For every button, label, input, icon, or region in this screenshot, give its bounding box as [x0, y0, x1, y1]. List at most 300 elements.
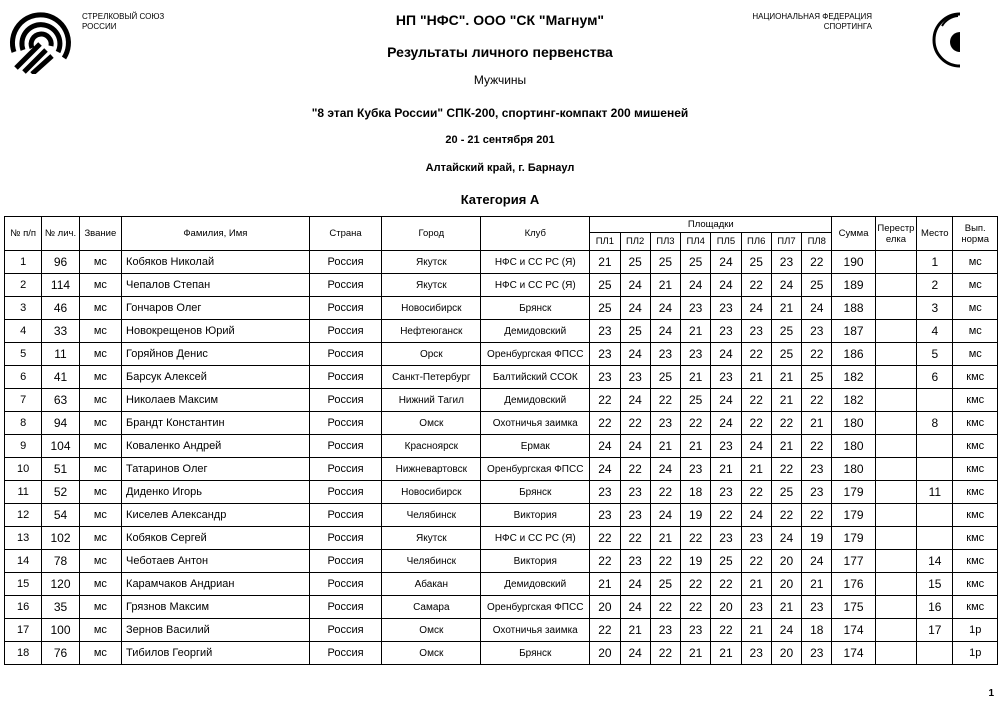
cell-score-pl1: 23	[590, 481, 620, 504]
cell-score-pl7: 22	[771, 458, 801, 481]
cell-name: Барсук Алексей	[122, 366, 310, 389]
header-platform-6: ПЛ6	[741, 233, 771, 251]
cell-score-pl1: 23	[590, 343, 620, 366]
cell-score-pl8: 22	[802, 435, 832, 458]
cell-sum: 187	[832, 320, 875, 343]
cell-city: Санкт-Петербург	[382, 366, 481, 389]
cell-score-pl7: 22	[771, 412, 801, 435]
cell-club: Демидовский	[481, 389, 590, 412]
cell-shootoff	[875, 412, 916, 435]
cell-score-pl8: 18	[802, 619, 832, 642]
cell-score-pl6: 23	[741, 320, 771, 343]
cell-score-pl6: 24	[741, 297, 771, 320]
cell-num: 3	[5, 297, 42, 320]
org-left-line-2: РОССИИ	[82, 22, 117, 31]
cell-rank: мс	[79, 412, 121, 435]
cell-score-pl4: 21	[681, 320, 711, 343]
cell-norm: кмс	[953, 504, 998, 527]
cell-shootoff	[875, 297, 916, 320]
header-platform-5: ПЛ5	[711, 233, 741, 251]
cell-country: Россия	[309, 412, 382, 435]
cell-club: Брянск	[481, 297, 590, 320]
cell-score-pl5: 23	[711, 435, 741, 458]
cell-score-pl5: 21	[711, 642, 741, 665]
header-shootoff: Перестрелка	[875, 217, 916, 251]
page-number: 1	[988, 688, 994, 699]
cell-norm: кмс	[953, 481, 998, 504]
cell-rank: мс	[79, 435, 121, 458]
cell-score-pl8: 22	[802, 389, 832, 412]
cell-score-pl2: 24	[620, 596, 650, 619]
cell-score-pl7: 21	[771, 435, 801, 458]
cell-score-pl6: 22	[741, 550, 771, 573]
cell-score-pl2: 24	[620, 274, 650, 297]
org-left-line-1: СТРЕЛКОВЫЙ СОЮЗ	[82, 12, 165, 21]
cell-score-pl8: 24	[802, 550, 832, 573]
cell-city: Красноярск	[382, 435, 481, 458]
cell-score-pl5: 24	[711, 412, 741, 435]
cell-score-pl5: 21	[711, 458, 741, 481]
table-row	[5, 550, 998, 573]
table-row	[5, 527, 998, 550]
cell-score-pl4: 22	[681, 412, 711, 435]
cell-name: Брандт Константин	[122, 412, 310, 435]
cell-place: 16	[917, 596, 953, 619]
cell-shootoff	[875, 274, 916, 297]
cell-rank: мс	[79, 596, 121, 619]
cell-shootoff	[875, 642, 916, 665]
cell-score-pl4: 23	[681, 458, 711, 481]
cell-place: 4	[917, 320, 953, 343]
cell-score-pl6: 25	[741, 251, 771, 274]
table-row	[5, 481, 998, 504]
cell-norm: кмс	[953, 412, 998, 435]
header-lic: № лич.	[42, 217, 79, 251]
header-place: Место	[917, 217, 953, 251]
table-row	[5, 619, 998, 642]
cell-sum: 180	[832, 412, 875, 435]
cell-score-pl4: 24	[681, 274, 711, 297]
header-sum: Сумма	[832, 217, 875, 251]
event-dates: 20 - 21 сентября 201	[445, 134, 555, 146]
cell-lic: 54	[42, 504, 79, 527]
cell-city: Омск	[382, 619, 481, 642]
cell-score-pl8: 23	[802, 596, 832, 619]
cell-club: Брянск	[481, 481, 590, 504]
cell-norm: кмс	[953, 458, 998, 481]
cell-shootoff	[875, 596, 916, 619]
cell-score-pl8: 23	[802, 481, 832, 504]
cell-score-pl2: 23	[620, 366, 650, 389]
header-platform-1: ПЛ1	[590, 233, 620, 251]
cell-num: 16	[5, 596, 42, 619]
cell-score-pl5: 24	[711, 343, 741, 366]
cell-norm: кмс	[953, 596, 998, 619]
cell-num: 13	[5, 527, 42, 550]
cell-city: Якутск	[382, 527, 481, 550]
table-row	[5, 412, 998, 435]
cell-score-pl7: 21	[771, 297, 801, 320]
cell-country: Россия	[309, 297, 382, 320]
cell-name: Чеботаев Антон	[122, 550, 310, 573]
cell-score-pl6: 22	[741, 274, 771, 297]
cell-num: 5	[5, 343, 42, 366]
cell-score-pl3: 24	[650, 458, 680, 481]
cell-lic: 114	[42, 274, 79, 297]
cell-place: 8	[917, 412, 953, 435]
cell-lic: 78	[42, 550, 79, 573]
cell-club: Брянск	[481, 642, 590, 665]
cell-score-pl8: 21	[802, 412, 832, 435]
cell-num: 8	[5, 412, 42, 435]
cell-sum: 176	[832, 573, 875, 596]
cell-place: 6	[917, 366, 953, 389]
cell-score-pl1: 22	[590, 389, 620, 412]
cell-lic: 11	[42, 343, 79, 366]
table-row	[5, 274, 998, 297]
cell-score-pl4: 22	[681, 527, 711, 550]
cell-score-pl2: 23	[620, 550, 650, 573]
cell-lic: 94	[42, 412, 79, 435]
cell-score-pl8: 22	[802, 251, 832, 274]
cell-score-pl3: 24	[650, 297, 680, 320]
cell-score-pl3: 23	[650, 343, 680, 366]
cell-score-pl4: 19	[681, 504, 711, 527]
cell-num: 2	[5, 274, 42, 297]
cell-score-pl4: 25	[681, 389, 711, 412]
cell-name: Тибилов Георгий	[122, 642, 310, 665]
cell-club: Виктория	[481, 550, 590, 573]
cell-country: Россия	[309, 320, 382, 343]
cell-place: 3	[917, 297, 953, 320]
cell-place	[917, 504, 953, 527]
cell-club: Демидовский	[481, 320, 590, 343]
cell-score-pl7: 20	[771, 573, 801, 596]
cell-score-pl5: 24	[711, 274, 741, 297]
cell-country: Россия	[309, 274, 382, 297]
cell-place: 11	[917, 481, 953, 504]
cell-score-pl2: 25	[620, 320, 650, 343]
cell-norm: кмс	[953, 527, 998, 550]
cell-shootoff	[875, 458, 916, 481]
cell-place: 5	[917, 343, 953, 366]
header-norm: Вып. норма	[953, 217, 998, 251]
cell-club: Оренбургская ФПСС	[481, 343, 590, 366]
cell-sum: 189	[832, 274, 875, 297]
cell-club: Оренбургская ФПСС	[481, 458, 590, 481]
cell-num: 18	[5, 642, 42, 665]
cell-num: 6	[5, 366, 42, 389]
cell-name: Кобяков Николай	[122, 251, 310, 274]
cell-place: 15	[917, 573, 953, 596]
cell-club: Охотничья заимка	[481, 619, 590, 642]
cell-score-pl1: 24	[590, 435, 620, 458]
cell-rank: мс	[79, 343, 121, 366]
organizer-title: НП "НФС". ООО "СК "Магнум"	[395, 12, 605, 28]
cell-score-pl5: 24	[711, 389, 741, 412]
header-club: Клуб	[481, 217, 590, 251]
cell-num: 11	[5, 481, 42, 504]
cell-score-pl1: 22	[590, 412, 620, 435]
cell-score-pl6: 23	[741, 527, 771, 550]
cell-place: 14	[917, 550, 953, 573]
cell-score-pl1: 24	[590, 458, 620, 481]
cell-name: Зернов Василий	[122, 619, 310, 642]
cell-lic: 96	[42, 251, 79, 274]
table-row	[5, 504, 998, 527]
cell-club: НФС и СС РС (Я)	[481, 251, 590, 274]
cell-norm: 1р	[953, 642, 998, 665]
cell-city: Самара	[382, 596, 481, 619]
table-row	[5, 458, 998, 481]
table-row	[5, 343, 998, 366]
cell-score-pl1: 25	[590, 274, 620, 297]
cell-sum: 182	[832, 389, 875, 412]
cell-country: Россия	[309, 596, 382, 619]
cell-place	[917, 642, 953, 665]
cell-sum: 180	[832, 458, 875, 481]
cell-city: Новосибирск	[382, 481, 481, 504]
cell-score-pl4: 21	[681, 435, 711, 458]
org-right-line-1: НАЦИОНАЛЬНАЯ ФЕДЕРАЦИЯ	[752, 12, 872, 21]
cell-country: Россия	[309, 573, 382, 596]
cell-name: Кобяков Сергей	[122, 527, 310, 550]
header-rank: Звание	[79, 217, 121, 251]
cell-num: 14	[5, 550, 42, 573]
cell-score-pl1: 20	[590, 642, 620, 665]
cell-score-pl4: 23	[681, 343, 711, 366]
cell-score-pl8: 21	[802, 573, 832, 596]
cell-lic: 35	[42, 596, 79, 619]
cell-rank: мс	[79, 389, 121, 412]
cell-rank: мс	[79, 251, 121, 274]
cell-lic: 52	[42, 481, 79, 504]
cell-num: 10	[5, 458, 42, 481]
cell-score-pl1: 23	[590, 320, 620, 343]
cell-score-pl4: 21	[681, 366, 711, 389]
header-country: Страна	[309, 217, 382, 251]
cell-rank: мс	[79, 642, 121, 665]
cell-shootoff	[875, 504, 916, 527]
table-row	[5, 389, 998, 412]
cell-place: 2	[917, 274, 953, 297]
cell-score-pl5: 20	[711, 596, 741, 619]
cell-score-pl6: 21	[741, 366, 771, 389]
cell-rank: мс	[79, 366, 121, 389]
cell-score-pl7: 21	[771, 389, 801, 412]
cell-score-pl4: 18	[681, 481, 711, 504]
cell-shootoff	[875, 320, 916, 343]
cell-name: Киселев Александр	[122, 504, 310, 527]
cell-num: 12	[5, 504, 42, 527]
cell-name: Коваленко Андрей	[122, 435, 310, 458]
cell-score-pl7: 21	[771, 596, 801, 619]
cell-place	[917, 389, 953, 412]
cell-name: Чепалов Степан	[122, 274, 310, 297]
cell-norm: мс	[953, 274, 998, 297]
cell-score-pl6: 23	[741, 642, 771, 665]
cell-country: Россия	[309, 251, 382, 274]
cell-score-pl5: 22	[711, 619, 741, 642]
cell-score-pl1: 20	[590, 596, 620, 619]
cell-score-pl3: 25	[650, 573, 680, 596]
cell-city: Омск	[382, 642, 481, 665]
cell-country: Россия	[309, 458, 382, 481]
cell-lic: 41	[42, 366, 79, 389]
cell-score-pl1: 22	[590, 550, 620, 573]
cell-score-pl7: 24	[771, 619, 801, 642]
table-row	[5, 596, 998, 619]
event-title: "8 этап Кубка России" СПК-200, спортинг-компакт 200 мишеней	[311, 106, 689, 120]
results-table	[4, 216, 998, 665]
cell-city: Челябинск	[382, 504, 481, 527]
cell-name: Грязнов Максим	[122, 596, 310, 619]
cell-rank: мс	[79, 297, 121, 320]
cell-score-pl2: 23	[620, 481, 650, 504]
cell-num: 7	[5, 389, 42, 412]
cell-rank: мс	[79, 573, 121, 596]
cell-city: Новосибирск	[382, 297, 481, 320]
cell-country: Россия	[309, 527, 382, 550]
cell-score-pl8: 22	[802, 504, 832, 527]
cell-score-pl2: 23	[620, 504, 650, 527]
cell-sum: 188	[832, 297, 875, 320]
header-platform-2: ПЛ2	[620, 233, 650, 251]
gender-label: Мужчины	[473, 73, 527, 87]
cell-shootoff	[875, 481, 916, 504]
cell-sum: 174	[832, 642, 875, 665]
cell-score-pl4: 19	[681, 550, 711, 573]
cell-city: Якутск	[382, 251, 481, 274]
cell-score-pl1: 23	[590, 504, 620, 527]
cell-shootoff	[875, 550, 916, 573]
cell-score-pl7: 21	[771, 366, 801, 389]
table-row	[5, 320, 998, 343]
cell-score-pl5: 22	[711, 573, 741, 596]
cell-score-pl5: 25	[711, 550, 741, 573]
header-platform-4: ПЛ4	[681, 233, 711, 251]
cell-score-pl6: 21	[741, 573, 771, 596]
cell-lic: 120	[42, 573, 79, 596]
cell-club: Балтийский ССОК	[481, 366, 590, 389]
table-row	[5, 297, 998, 320]
header-platform-7: ПЛ7	[771, 233, 801, 251]
cell-score-pl5: 22	[711, 504, 741, 527]
cell-country: Россия	[309, 481, 382, 504]
cell-score-pl8: 19	[802, 527, 832, 550]
cell-country: Россия	[309, 343, 382, 366]
cell-score-pl3: 25	[650, 366, 680, 389]
cell-score-pl2: 24	[620, 642, 650, 665]
cell-city: Нижневартовск	[382, 458, 481, 481]
cell-club: НФС и СС РС (Я)	[481, 274, 590, 297]
cell-club: Виктория	[481, 504, 590, 527]
cell-country: Россия	[309, 619, 382, 642]
cell-score-pl4: 21	[681, 642, 711, 665]
cell-shootoff	[875, 435, 916, 458]
cell-city: Нефтеюганск	[382, 320, 481, 343]
cell-norm: кмс	[953, 366, 998, 389]
cell-sum: 180	[832, 435, 875, 458]
cell-lic: 100	[42, 619, 79, 642]
cell-rank: мс	[79, 619, 121, 642]
cell-score-pl6: 24	[741, 435, 771, 458]
cell-score-pl4: 23	[681, 297, 711, 320]
cell-rank: мс	[79, 481, 121, 504]
cell-city: Орск	[382, 343, 481, 366]
cell-rank: мс	[79, 274, 121, 297]
cell-sum: 179	[832, 527, 875, 550]
cell-score-pl3: 24	[650, 320, 680, 343]
cell-sum: 174	[832, 619, 875, 642]
cell-score-pl1: 25	[590, 297, 620, 320]
cell-place: 17	[917, 619, 953, 642]
cell-place	[917, 435, 953, 458]
header-name: Фамилия, Имя	[122, 217, 310, 251]
cell-place: 1	[917, 251, 953, 274]
cell-sum: 179	[832, 504, 875, 527]
cell-shootoff	[875, 366, 916, 389]
cell-lic: 63	[42, 389, 79, 412]
cell-score-pl2: 22	[620, 458, 650, 481]
cell-score-pl2: 24	[620, 389, 650, 412]
cell-norm: мс	[953, 297, 998, 320]
cell-score-pl8: 24	[802, 297, 832, 320]
cell-norm: кмс	[953, 573, 998, 596]
cell-lic: 51	[42, 458, 79, 481]
cell-name: Николаев Максим	[122, 389, 310, 412]
cell-score-pl2: 24	[620, 435, 650, 458]
cell-score-pl3: 25	[650, 251, 680, 274]
table-row	[5, 573, 998, 596]
cell-lic: 46	[42, 297, 79, 320]
cell-name: Горяйнов Денис	[122, 343, 310, 366]
cell-score-pl5: 23	[711, 366, 741, 389]
cell-sum: 175	[832, 596, 875, 619]
table-row	[5, 642, 998, 665]
cell-score-pl7: 24	[771, 274, 801, 297]
cell-score-pl6: 22	[741, 343, 771, 366]
cell-score-pl1: 22	[590, 527, 620, 550]
cell-club: НФС и СС РС (Я)	[481, 527, 590, 550]
header-platforms: Площадки	[590, 217, 832, 233]
cell-score-pl7: 22	[771, 504, 801, 527]
cell-score-pl3: 21	[650, 527, 680, 550]
cell-rank: мс	[79, 458, 121, 481]
cell-score-pl4: 25	[681, 251, 711, 274]
cell-score-pl6: 22	[741, 481, 771, 504]
cell-score-pl1: 22	[590, 619, 620, 642]
cell-sum: 182	[832, 366, 875, 389]
header-platform-8: ПЛ8	[802, 233, 832, 251]
cell-num: 17	[5, 619, 42, 642]
cell-num: 4	[5, 320, 42, 343]
cell-score-pl6: 21	[741, 458, 771, 481]
cell-city: Абакан	[382, 573, 481, 596]
cell-score-pl7: 20	[771, 550, 801, 573]
cell-score-pl7: 25	[771, 320, 801, 343]
cell-score-pl3: 22	[650, 596, 680, 619]
cell-sum: 177	[832, 550, 875, 573]
cell-rank: мс	[79, 320, 121, 343]
cell-city: Якутск	[382, 274, 481, 297]
cell-score-pl6: 21	[741, 619, 771, 642]
cell-name: Диденко Игорь	[122, 481, 310, 504]
cell-score-pl1: 21	[590, 573, 620, 596]
cell-score-pl2: 25	[620, 251, 650, 274]
cell-name: Карамчаков Андриан	[122, 573, 310, 596]
cell-score-pl3: 24	[650, 504, 680, 527]
